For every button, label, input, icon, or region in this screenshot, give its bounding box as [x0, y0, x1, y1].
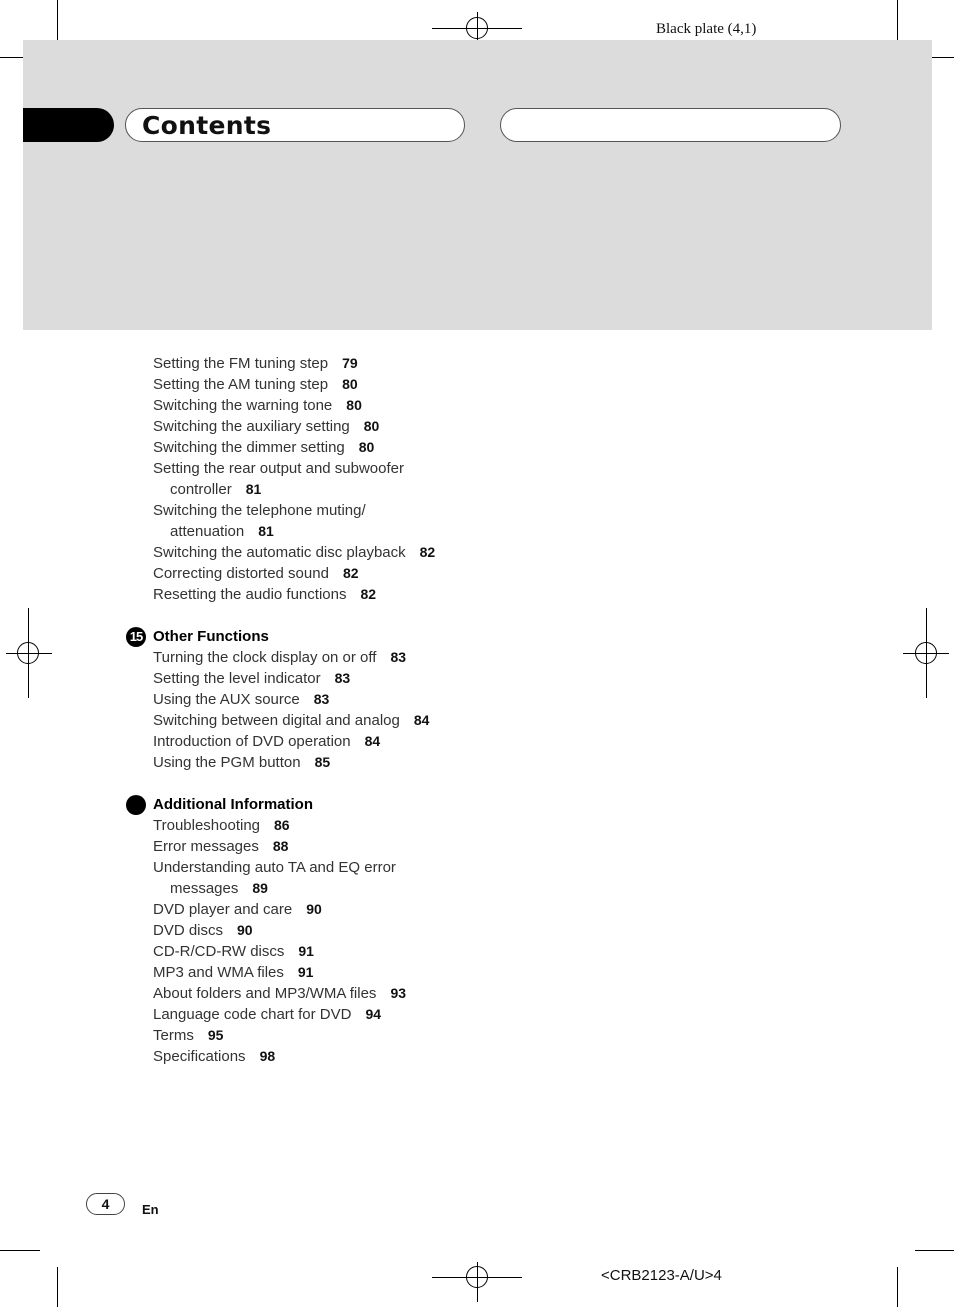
section-number-badge: 15 — [126, 627, 146, 647]
section-heading — [153, 794, 533, 815]
toc-entry-title: CD-R/CD-RW discs — [153, 943, 285, 960]
toc-page-number: 94 — [365, 1006, 382, 1022]
toc-entry[interactable] — [153, 815, 533, 836]
header-band — [23, 40, 932, 330]
toc-entry-title: Switching the auxiliary setting — [153, 418, 350, 435]
toc-page-number: 93 — [390, 985, 407, 1001]
toc-entry[interactable] — [153, 353, 533, 374]
toc-entry[interactable] — [153, 584, 533, 605]
toc-entry-title: MP3 and WMA files — [153, 964, 284, 981]
toc-entry[interactable] — [153, 941, 533, 962]
toc-entry[interactable] — [153, 1004, 533, 1025]
toc-page-number: 83 — [334, 670, 351, 686]
section-heading-text: Additional Information — [153, 796, 313, 813]
toc-entry-title: Understanding auto TA and EQ error — [153, 859, 396, 876]
toc-page-number: 81 — [258, 523, 274, 539]
toc-entry-title: Switching between digital and analog — [153, 712, 400, 729]
toc-entry-title: Using the AUX source — [153, 691, 300, 708]
toc-entry[interactable] — [153, 395, 533, 416]
section-spacer — [153, 605, 533, 626]
toc-entry[interactable] — [153, 752, 533, 773]
toc-entry[interactable] — [153, 563, 533, 584]
toc-entry-title: Switching the warning tone — [153, 397, 333, 414]
toc-entry-title: Setting the AM tuning step — [153, 376, 329, 393]
toc-page-number: 79 — [342, 355, 358, 371]
toc-entry[interactable] — [153, 689, 533, 710]
toc-entry-title: DVD player and care — [153, 901, 293, 918]
toc-entry-title: Language code chart for DVD — [153, 1006, 352, 1023]
toc-page-number: 80 — [358, 439, 375, 455]
toc-page-number: 84 — [413, 712, 430, 728]
toc-entry-title: Error messages — [153, 838, 259, 855]
toc-entry-title: attenuation — [170, 523, 245, 540]
toc-page-number: 80 — [346, 397, 362, 413]
toc-page-number: 88 — [272, 838, 289, 854]
toc-entry-title: Resetting the audio functions — [153, 586, 347, 603]
toc-page-number: 81 — [245, 481, 262, 497]
toc-entry-title: Troubleshooting — [153, 817, 261, 834]
toc-entry-title: Introduction of DVD operation — [153, 733, 351, 750]
toc-entry-title: DVD discs — [153, 922, 224, 939]
toc-entry[interactable] — [153, 836, 533, 857]
page-title: Contents — [142, 111, 272, 140]
toc-entry-title: Switching the dimmer setting — [153, 439, 345, 456]
toc-entry-title: Correcting distorted sound — [153, 565, 329, 582]
toc-entry-title: messages — [170, 880, 239, 897]
toc-entry[interactable] — [153, 542, 533, 563]
toc-entry-title: controller — [170, 481, 232, 498]
document-code: <CRB2123-A/U>4 — [601, 1267, 722, 1284]
toc-entry-title: Turning the clock display on or off — [153, 649, 377, 666]
section-heading-text: Other Functions — [153, 628, 269, 645]
toc-page-number: 83 — [390, 649, 407, 665]
toc-entry[interactable] — [153, 521, 533, 542]
table-of-contents — [129, 353, 533, 1067]
toc-page-number: 90 — [237, 922, 253, 938]
toc-entry[interactable] — [153, 500, 533, 521]
toc-entry[interactable] — [153, 374, 533, 395]
toc-entry-title: Using the PGM button — [153, 754, 301, 771]
toc-entry[interactable] — [153, 920, 533, 941]
toc-page-number: 82 — [360, 586, 377, 602]
section-spacer — [153, 773, 533, 794]
toc-entry-title: Terms — [153, 1027, 194, 1044]
toc-page-number: 80 — [342, 376, 358, 392]
plate-label: Black plate (4,1) — [656, 21, 757, 37]
toc-page-number: 91 — [298, 943, 314, 959]
secondary-title-box — [500, 108, 841, 142]
toc-entry-title: Specifications — [153, 1048, 246, 1065]
toc-entry-title: About folders and MP3/WMA files — [153, 985, 377, 1002]
toc-page-number: 91 — [297, 964, 314, 980]
toc-entry[interactable] — [153, 437, 533, 458]
toc-entry[interactable] — [153, 710, 533, 731]
toc-entry[interactable] — [153, 857, 533, 878]
toc-entry[interactable] — [153, 416, 533, 437]
toc-entry[interactable] — [153, 647, 533, 668]
section-tab — [23, 108, 114, 142]
page-number: 4 — [86, 1193, 125, 1215]
toc-entry-title: Setting the level indicator — [153, 670, 321, 687]
toc-entry[interactable] — [153, 479, 533, 500]
title-box — [125, 108, 465, 142]
toc-page-number: 89 — [252, 880, 268, 896]
toc-entry-title: Switching the automatic disc playback — [153, 544, 406, 561]
toc-entry[interactable] — [153, 962, 533, 983]
toc-entry-title: Setting the rear output and subwoofer — [153, 460, 405, 477]
toc-page-number: 80 — [363, 418, 380, 434]
toc-entry[interactable] — [153, 458, 533, 479]
toc-entry-title: Setting the FM tuning step — [153, 355, 329, 372]
section-number-badge — [126, 795, 146, 815]
toc-page-number: 85 — [314, 754, 331, 770]
toc-page-number: 86 — [274, 817, 290, 833]
toc-page-number: 82 — [419, 544, 436, 560]
toc-entry[interactable] — [153, 983, 533, 1004]
toc-entry[interactable] — [153, 1046, 533, 1067]
toc-entry[interactable] — [153, 878, 533, 899]
toc-page-number: 95 — [207, 1027, 224, 1043]
toc-entry-title: Switching the telephone muting/ — [153, 502, 366, 519]
toc-page-number: 83 — [313, 691, 330, 707]
toc-page-number: 98 — [259, 1048, 276, 1064]
toc-entry[interactable] — [153, 731, 533, 752]
language-code: En — [142, 1202, 159, 1217]
toc-page-number: 84 — [364, 733, 381, 749]
toc-entry[interactable] — [153, 1025, 533, 1046]
toc-entry[interactable] — [153, 899, 533, 920]
toc-entry[interactable] — [153, 668, 533, 689]
section-heading — [129, 626, 533, 647]
toc-page-number: 90 — [306, 901, 322, 917]
toc-page-number: 82 — [342, 565, 359, 581]
